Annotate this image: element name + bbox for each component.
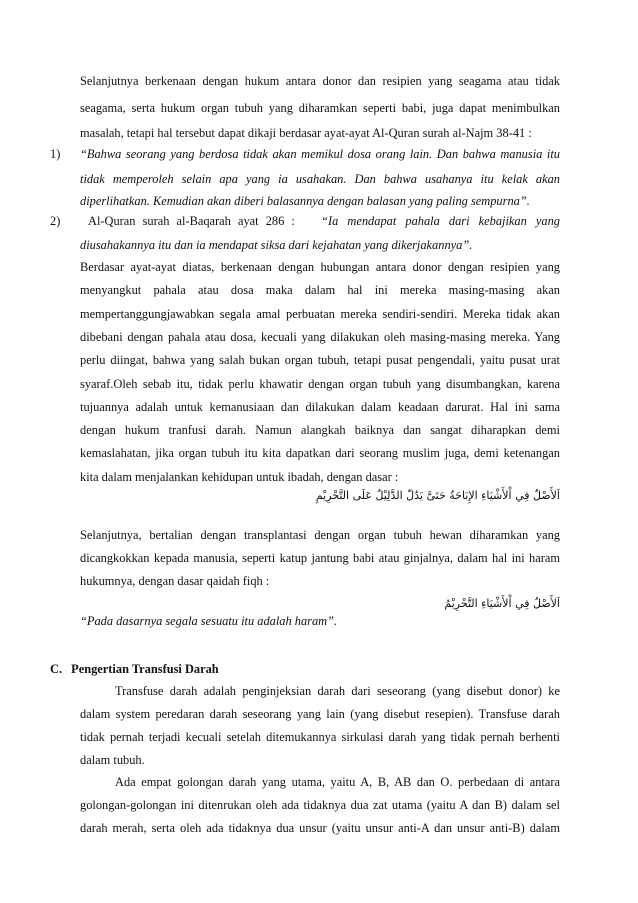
translation-quote: “Pada dasarnya segala sesuatu itu adalah haram”. <box>80 614 338 628</box>
paragraph-line: dibebani dengan pahala atau dosa, kecuali yang dilakukan oleh masing-masing mereka. Yang <box>80 330 560 344</box>
paragraph-line: tujuannya adalah untuk kemanusiaan dan dilakukan dalam keadaan darurat. Hal ini sama <box>80 400 560 414</box>
arabic-text: اَلأَصْلُ فِي اْلأَشْيَاءِ التَّحْرِيْمُ <box>444 597 560 610</box>
list-number: 2) <box>50 214 61 228</box>
paragraph-line: Transfuse darah adalah penginjeksian darah dari seseorang (yang disebut donor) ke <box>115 684 560 698</box>
list-text: Al-Quran surah al-Baqarah ayat 286 : <box>88 214 295 228</box>
paragraph-line: Ada empat golongan darah yang utama, yaitu A, B, AB dan O. perbedaan di antara <box>115 775 560 789</box>
list-number: 1) <box>50 147 61 161</box>
paragraph-line: dalam tubuh. <box>80 753 145 767</box>
paragraph-line: perlu diingat, bahwa yang salah bukan organ tubuh, tetapi pusat pengendali, yaitu pusat urat <box>80 353 560 367</box>
arabic-text: اَلأَصْلُ فِي اْلأَشْيَاءِ الإِبَاحَةُ حَتَىَّ يَدُلّ الدَّلِيْلُ عَلَى التَّحْرِيْمِ <box>315 489 560 502</box>
paragraph-line: dengan hukum tranfusi darah. Namun alangkah baiknya dan sangat diharapkan demi <box>80 423 560 437</box>
quote-line: tidak memperoleh selain apa yang ia usahakan. Dan bahwa usahanya itu kelak akan <box>80 172 560 186</box>
quote-line: “Bahwa seorang yang berdosa tidak akan memikul dosa orang lain. Dan bahwa manusia itu <box>80 147 560 161</box>
paragraph-line: masalah, tetapi hal tersebut dapat dikaji berdasar ayat-ayat Al-Quran surah al-Najm 38-41 : <box>80 126 532 140</box>
quote-line <box>88 212 560 230</box>
paragraph-line: Berdasar ayat-ayat diatas, berkenaan dengan hubungan antara donor dengan resipien yang <box>80 260 560 274</box>
paragraph-line: golongan-golongan ini ditenrukan oleh ada tidaknya dua zat utama (yaitu A dan B) dalam sel <box>80 798 560 812</box>
paragraph-line: kemaslahatan, jika organ tubuh itu kita dapatkan dari seorang muslim juga, demi ketenangan <box>80 446 560 460</box>
quote-line: diusahakannya itu dan ia mendapat siksa dari kejahatan yang dikerjakannya”. <box>80 238 473 252</box>
paragraph-line: mempertanggungjawabkan segala amal perbuatan mereka sendiri-sendiri. Mereka tidak akan <box>80 307 560 321</box>
paragraph-line: darah merah, serta oleh ada tidaknya dua unsur (yaitu unsur anti-A dan unsur anti-B) dalam <box>80 821 560 835</box>
paragraph-line: kita dalam menjalankan kehidupan untuk ibadah, dengan dasar : <box>80 470 399 484</box>
paragraph-line: dalam system peredaran darah seseorang yang lain (yang disebut resepien). Transfuse darah <box>80 707 560 721</box>
list-quote: “Ia mendapat pahala dari kebajikan yang <box>321 214 560 228</box>
paragraph-line: Selanjutnya, bertalian dengan transplantasi dengan organ tubuh hewan diharamkan yang <box>80 528 560 542</box>
paragraph-line: hukumnya, dengan dasar qaidah fiqh : <box>80 574 270 588</box>
paragraph-line: syaraf.Oleh sebab itu, tidak perlu khawatir dengan organ tubuh yang disumbangkan, karena <box>80 377 560 391</box>
section-letter: C. <box>50 662 63 676</box>
quote-line: diperlihatkan. Kemudian akan diberi balasannya dengan balasan yang paling sempurna”. <box>80 194 530 208</box>
section-title: Pengertian Transfusi Darah <box>71 662 219 676</box>
paragraph-line: menyangkut pahala atau dosa maka dalam hal ini mereka masing-masing akan <box>80 283 560 297</box>
section-heading <box>50 660 219 678</box>
paragraph-line: seagama, serta hukum organ tubuh yang diharamkan seperti babi, juga dapat menimbulkan <box>80 101 560 115</box>
paragraph-line: dicangkokkan kepada manusia, seperti katup jantung babi atau ginjalnya, dalam hal ini haram <box>80 551 560 565</box>
paragraph-line: tidak pernah terjadi kecuali setelah ditemukannya sirkulasi darah yang tidak pernah berhenti <box>80 730 560 744</box>
paragraph-line: Selanjutnya berkenaan dengan hukum antara donor dan resipien yang seagama atau tidak <box>80 74 560 88</box>
